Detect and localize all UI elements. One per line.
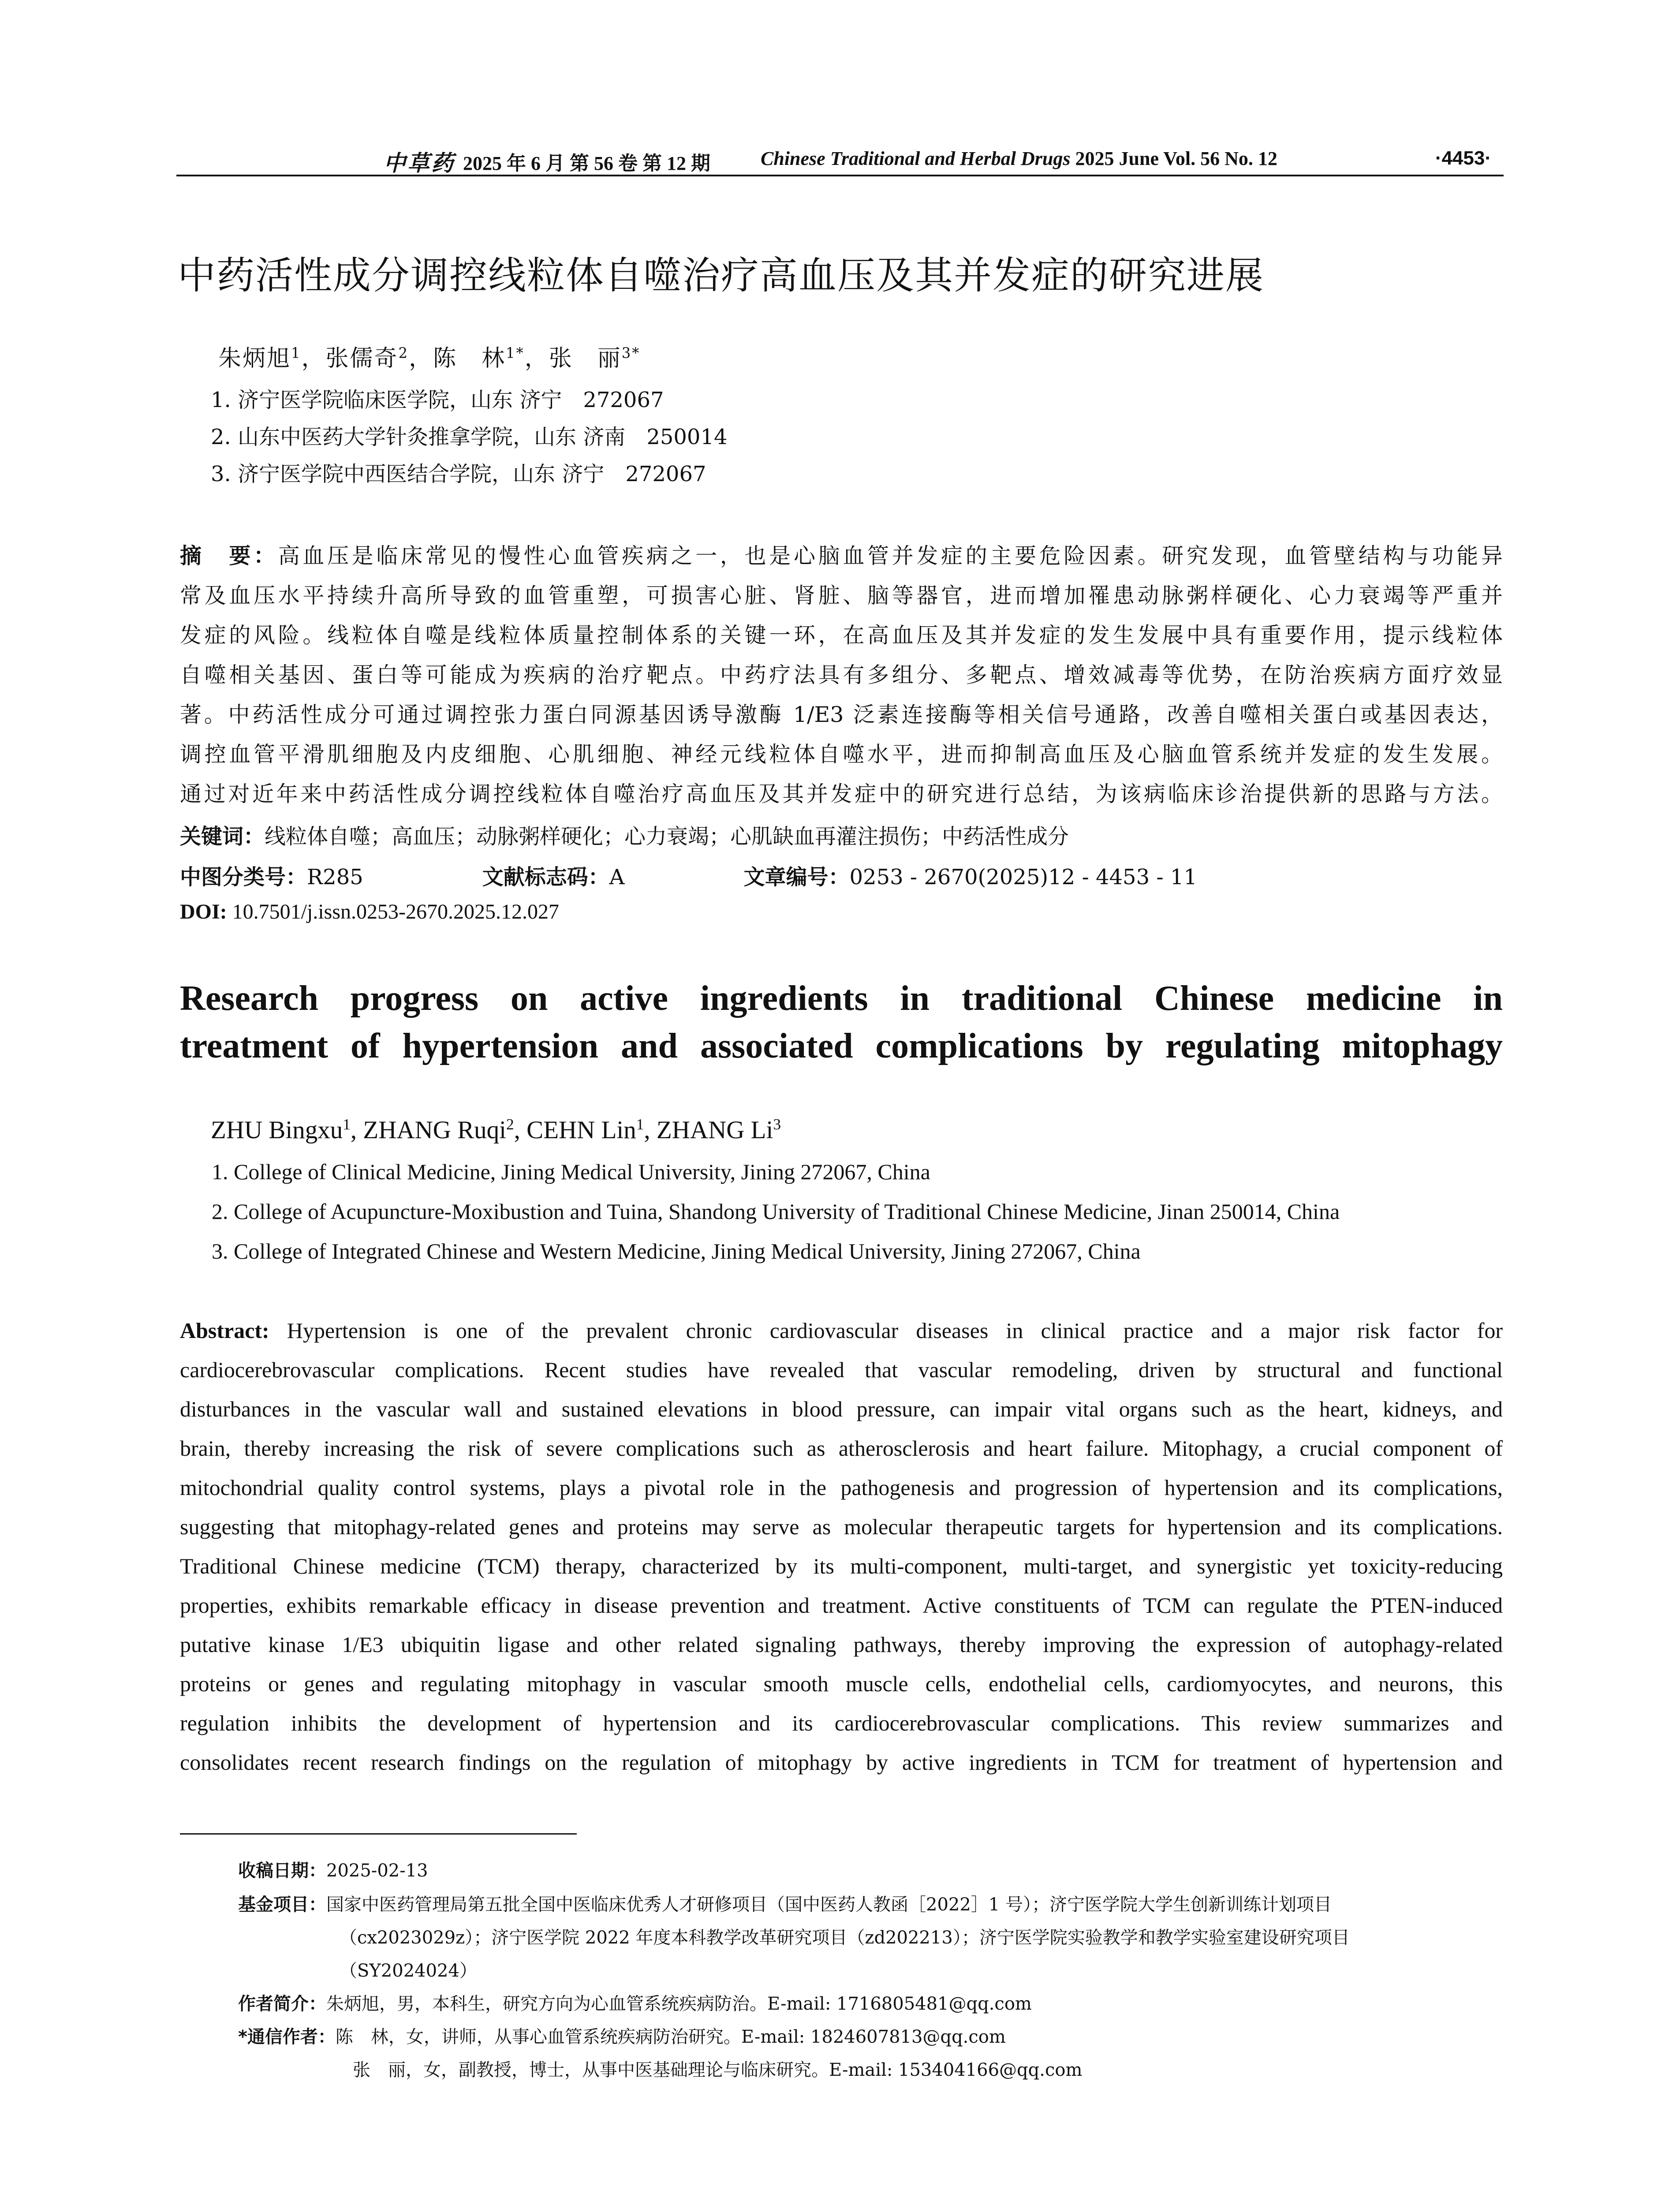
- article-number-label: 文章编号：: [743, 865, 850, 889]
- abstract-cn-line: [180, 698, 1503, 729]
- title-en-line: Research progress on active ingredients in traditional Chinese medicine in: [180, 979, 1503, 1018]
- affiliation-mark: 2: [506, 1116, 514, 1133]
- issue-volume-en: 2025 June Vol. 56 No. 12: [1070, 148, 1277, 169]
- affiliation-mark: 1: [291, 344, 302, 362]
- corresponding-author: 张 丽，女，副教授，博士，从事中医基础理论与临床研究。E-mail: 153404166@qq.com: [353, 2060, 1083, 2080]
- footnote-author: [238, 1990, 1032, 2015]
- affiliation-mark: 1: [343, 1116, 351, 1133]
- affiliation-cn: 1. 济宁医学院临床医学院，山东 济宁 272067: [211, 388, 664, 412]
- abstract-en-line: brain, thereby increasing the risk of severe complications such as atherosclerosis and heart failure. Mitophagy, a crucial component of: [180, 1436, 1503, 1461]
- abstract-en-line: [180, 1318, 1503, 1343]
- affiliation-mark: 3*: [621, 344, 641, 362]
- abstract-en-line: Traditional Chinese medicine (TCM) therapy, characterized by its multi-component, multi-target, and synergistic yet toxicity-reducing: [180, 1554, 1503, 1578]
- fund-line: （cx2023029z）；济宁医学院 2022 年度本科教学改革研究项目（zd202213）；济宁医学院实验教学和教学实验室建设研究项目: [340, 1928, 1350, 1948]
- affiliation-en: 2. College of Acupuncture-Moxibustion and Tuina, Shandong University of Traditional Chinese Medicine, Jinan 250014, China: [212, 1199, 1340, 1224]
- abstract-en-line: mitochondrial quality control systems, plays a pivotal role in the pathogenesis and progression of hypertension and its complications,: [180, 1475, 1503, 1500]
- doc-code-value: A: [609, 865, 625, 889]
- affiliation-mark: 2: [398, 344, 409, 362]
- received-label: 收稿日期：: [238, 1861, 326, 1881]
- running-header: [176, 144, 1504, 176]
- footnote-corresponding: [238, 2023, 1006, 2048]
- abstract-cn-text: 著。中药活性成分可通过调控张力蛋白同源基因诱导激酶 1/E3 泛素连接酶等相关信号通路，改善自噬相关蛋白或基因表达，: [180, 702, 1503, 727]
- abstract-cn-line: [180, 618, 1503, 649]
- title-en-line: treatment of hypertension and associated complications by regulating mitophagy: [180, 1027, 1503, 1065]
- abstract-en-line: regulation inhibits the development of hypertension and its cardiocerebrovascular complications. This review summarizes and: [180, 1711, 1503, 1735]
- received-value: 2025-02-13: [326, 1861, 428, 1881]
- abstract-cn-text: 通过对近年来中药活性成分调控线粒体自噬治疗高血压及其并发症中的研究进行总结，为该病临床诊治提供新的思路与方法。: [180, 781, 1503, 807]
- author-bio: 朱炳旭，男，本科生，研究方向为心血管系统疾病防治。E-mail: 1716805481@qq.com: [326, 1994, 1032, 2014]
- authors-cn: [218, 340, 640, 373]
- abstract-cn-text: 调控血管平滑肌细胞及内皮细胞、心肌细胞、神经元线粒体自噬水平，进而抑制高血压及心脑血管系统并发症的发生发展。: [180, 742, 1503, 767]
- author-name: CEHN Lin: [526, 1116, 636, 1144]
- fund-label: 基金项目：: [238, 1895, 326, 1915]
- title-en: [180, 975, 1503, 1070]
- author-name: 张 丽: [549, 345, 622, 372]
- doc-code-label: 文献标志码：: [482, 865, 609, 889]
- affiliation-mark: 3: [773, 1116, 781, 1133]
- issue-info-cn: 2025 年 6 月 第 56 卷 第 12 期: [463, 153, 710, 174]
- abstract-cn-line: [180, 539, 1503, 570]
- separator: ，: [301, 345, 326, 372]
- page-number: ·4453·: [1435, 147, 1491, 169]
- abstract-cn-text: 高血压是临床常见的慢性心血管疾病之一，也是心脑血管并发症的主要危险因素。研究发现，血管壁结构与功能异: [278, 543, 1503, 568]
- keywords-text: 线粒体自噬；高血压；动脉粥样硬化；心力衰竭；心肌缺血再灌注损伤；中药活性成分: [265, 824, 1069, 849]
- abstract-en-line: cardiocerebrovascular complications. Recent studies have revealed that vascular remodeling, driven by structural and functional: [180, 1357, 1503, 1382]
- classification-line: [180, 860, 1197, 890]
- footnote-fund: [238, 1891, 1332, 1916]
- abstract-en-label: Abstract:: [180, 1318, 269, 1343]
- abstract-cn-text: 自噬相关基因、蛋白等可能成为疾病的治疗靶点。中药疗法具有多组分、多靶点、增效减毒等优势，在防治疾病方面疗效显: [180, 662, 1503, 688]
- abstract-cn-text: 常及血压水平持续升高所导致的血管重塑，可损害心脏、肾脏、脑等器官，进而增加罹患动脉粥样硬化、心力衰竭等严重并: [180, 583, 1503, 608]
- abstract-en-line: consolidates recent research findings on the regulation of mitophagy by active ingredients in TCM for treatment of hypertension and: [180, 1750, 1503, 1775]
- author-name: ZHU Bingxu: [211, 1116, 343, 1144]
- affiliation-mark: 1*: [506, 344, 525, 362]
- separator: ，: [409, 345, 433, 372]
- keywords-label: 关键词：: [180, 824, 265, 849]
- separator: ,: [350, 1116, 363, 1144]
- affiliation-cn: 2. 山东中医药大学针灸推拿学院，山东 济南 250014: [211, 425, 728, 449]
- author-name: 朱炳旭: [218, 345, 291, 372]
- abstract-en-line: disturbances in the vascular wall and sustained elevations in blood pressure, can impair vital organs such as the heart, kidneys, and: [180, 1397, 1503, 1421]
- journal-name-en: Chinese Traditional and Herbal Drugs: [761, 148, 1071, 169]
- separator: ，: [524, 345, 549, 372]
- fund-line: 国家中医药管理局第五批全国中医临床优秀人才研修项目（国中医药人教函［2022］1 号）；济宁医学院大学生创新训练计划项目: [326, 1895, 1332, 1915]
- fund-line: （SY2024024）: [340, 1961, 477, 1981]
- keywords-cn: [180, 819, 1069, 850]
- author-name: 陈 林: [433, 345, 506, 372]
- abstract-cn-line: [180, 579, 1503, 609]
- author-name: 张儒奇: [325, 345, 399, 372]
- issue-info-en: [761, 147, 1277, 170]
- doi-value: 10.7501/j.issn.0253-2670.2025.12.027: [227, 900, 560, 923]
- doi-label: DOI:: [180, 900, 227, 923]
- abstract-en-line: suggesting that mitophagy-related genes and proteins may serve as molecular therapeutic targets for hypertension and its complications.: [180, 1514, 1503, 1539]
- corresponding-author: 陈 林，女，讲师，从事心血管系统疾病防治研究。E-mail: 1824607813@qq.com: [335, 2027, 1006, 2047]
- author-bio-label: 作者简介：: [238, 1994, 326, 2014]
- author-name: ZHANG Li: [656, 1116, 773, 1144]
- abstract-cn-line: [180, 777, 1503, 808]
- separator: ,: [514, 1116, 527, 1144]
- abstract-cn-label: 摘 要：: [180, 543, 278, 568]
- article-number-value: 0253 - 2670(2025)12 - 4453 - 11: [849, 865, 1197, 889]
- clc-label: 中图分类号：: [180, 865, 307, 889]
- footnote-divider: [180, 1833, 577, 1835]
- corresponding-label: *通信作者：: [238, 2027, 336, 2047]
- journal-logo: 中草药: [384, 151, 455, 176]
- abstract-cn-line: [180, 658, 1503, 689]
- abstract-en-text: Hypertension is one of the prevalent chronic cardiovascular diseases in clinical practice and a major risk factor for: [287, 1318, 1503, 1343]
- abstract-cn-line: [180, 737, 1503, 768]
- affiliation-mark: 1: [636, 1116, 644, 1133]
- authors-en: [211, 1116, 781, 1144]
- abstract-cn-text: 发症的风险。线粒体自噬是线粒体质量控制体系的关键一环，在高血压及其并发症的发生发展中具有重要作用，提示线粒体: [180, 623, 1503, 648]
- author-name: ZHANG Ruqi: [363, 1116, 506, 1144]
- abstract-en-line: properties, exhibits remarkable efficacy in disease prevention and treatment. Active constituents of TCM can regulate the PTEN-induced: [180, 1593, 1503, 1618]
- doi-line: [180, 900, 559, 924]
- title-cn: 中药活性成分调控线粒体自噬治疗高血压及其并发症的研究进展: [178, 254, 1264, 298]
- affiliation-en: 1. College of Clinical Medicine, Jining Medical University, Jining 272067, China: [212, 1159, 930, 1184]
- separator: ,: [644, 1116, 657, 1144]
- clc-value: R285: [307, 865, 363, 889]
- affiliation-cn: 3. 济宁医学院中西医结合学院，山东 济宁 272067: [211, 462, 706, 486]
- abstract-en-line: putative kinase 1/E3 ubiquitin ligase and other related signaling pathways, thereby improving the expression of autophagy-related: [180, 1632, 1503, 1657]
- footnote-received: [238, 1857, 428, 1882]
- abstract-en-line: proteins or genes and regulating mitophagy in vascular smooth muscle cells, endothelial cells, cardiomyocytes, and neurons, this: [180, 1671, 1503, 1696]
- affiliation-en: 3. College of Integrated Chinese and Western Medicine, Jining Medical University, Jining 272067, China: [212, 1239, 1141, 1263]
